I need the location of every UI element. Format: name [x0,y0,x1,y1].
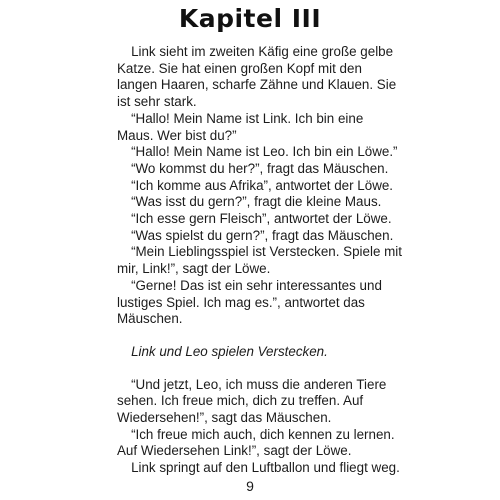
paragraph: “Mein Lieblingsspiel ist Verstecken. Spiele mit mir, Link!”, sagt der Löwe. [117,244,402,277]
paragraph: “Wo kommst du her?”, fragt das Mäuschen. [131,160,389,176]
paragraph: “Was spielst du gern?”, fragt das Mäuschen. [131,227,394,243]
paragraph: “Ich komme aus Afrika”, antwortet der Löwe. [131,177,394,193]
chapter-title: Kapitel III [178,4,322,33]
paragraph: “Hallo! Mein Name ist Leo. Ich bin ein Löwe.” [131,144,398,160]
paragraph: “Was isst du gern?”, fragt die kleine Maus. [131,194,382,210]
paragraph: “Hallo! Mein Name ist Link. Ich bin eine Maus. Wer bist du?” [117,110,364,143]
paragraph: “Und jetzt, Leo, ich muss die anderen Tiere sehen. Ich freue mich, dich zu treffen. Auf Wiedersehen!”, sagt das Mäuschen. [117,376,387,426]
paragraph: Link sieht im zweiten Käfig eine große gelbe Katze. Sie hat einen großen Kopf mit den langen Haaren, scharfe Zähne und Klauen. Sie ist sehr stark. [117,44,397,110]
paragraph: Link springt auf den Luftballon und fliegt weg. [131,460,400,476]
italic-scene-line: Link und Leo spielen Verstecken. [131,343,328,359]
page-number: 9 [246,478,254,494]
paragraph: “Ich freue mich auch, dich kennen zu lernen. Auf Wiedersehen Link!”, sagt der Löwe. [117,426,395,459]
paragraph: “Gerne! Das ist ein sehr interessantes und lustiges Spiel. Ich mag es.”, antwortet das Mäuschen. [117,277,382,327]
paragraph: “Ich esse gern Fleisch”, antwortet der Löwe. [131,211,392,227]
chapter-body [117,44,403,477]
